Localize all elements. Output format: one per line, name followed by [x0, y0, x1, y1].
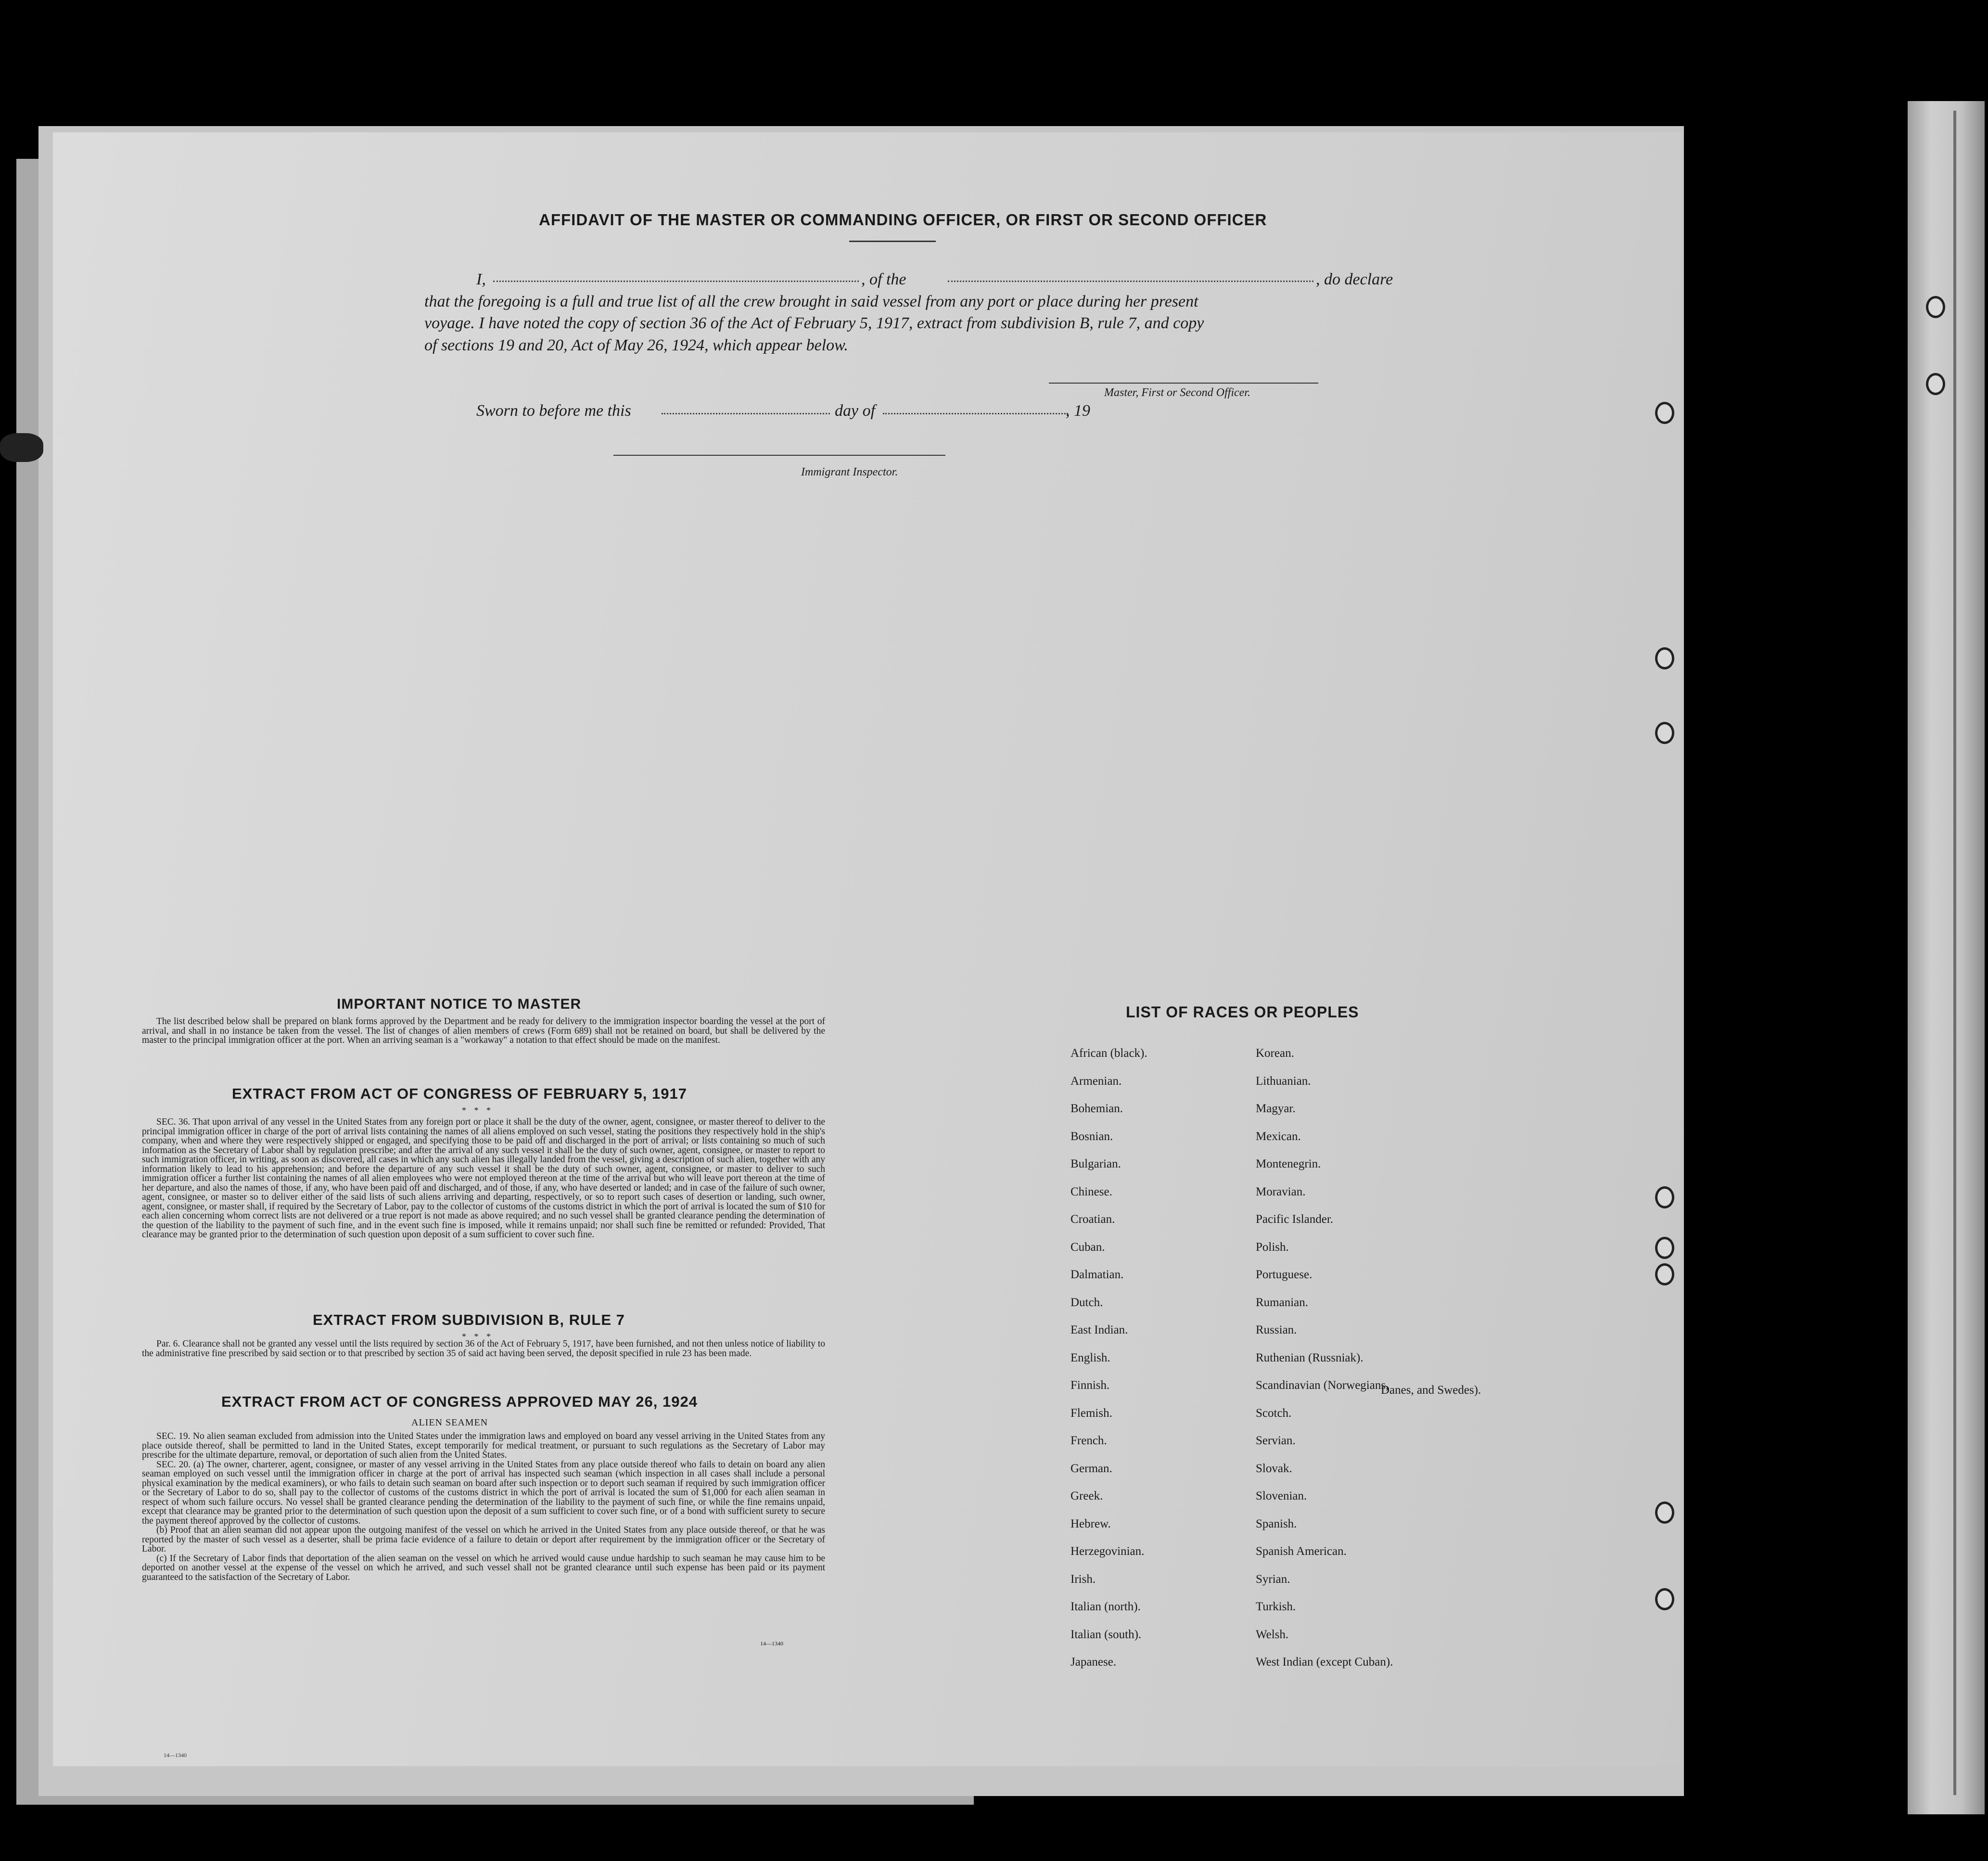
extract-1917-text [142, 1117, 825, 1240]
race-item: Irish. [1070, 1572, 1096, 1586]
race-item: French. [1070, 1434, 1107, 1447]
race-item: Italian (south). [1070, 1628, 1142, 1641]
divider-stars-2: * * * [462, 1332, 494, 1341]
name-blank[interactable] [493, 281, 859, 282]
race-item: Flemish. [1070, 1406, 1112, 1420]
inspector-signature-line[interactable] [613, 455, 945, 456]
race-item: Slovenian. [1256, 1489, 1307, 1502]
sec20b-paragraph: (b) Proof that an alien seaman did not appear upon the outgoing manifest of the vessel on which he arrived in the United States from any place outside thereof, or that he was reported by the master of such vessel as a deserter, shall be prima facie evidence of a failure to detain or deport after requirement by the immigration officer or the Secretary of Labor. [142, 1525, 825, 1554]
race-item: Russian. [1256, 1323, 1297, 1336]
race-item: Japanese. [1070, 1656, 1117, 1668]
race-item: Cuban. [1070, 1240, 1105, 1254]
race-item: Montenegrin. [1256, 1157, 1321, 1170]
race-item: Slovak. [1256, 1462, 1292, 1475]
race-item: Italian (north). [1070, 1600, 1141, 1613]
race-item: African (black). [1070, 1047, 1147, 1060]
affidavit-i: I, [476, 270, 486, 288]
extract-1917-title: EXTRACT FROM ACT OF CONGRESS OF FEBRUARY 5, 1917 [232, 1085, 687, 1102]
race-item: Mexican. [1256, 1129, 1301, 1143]
races-title: LIST OF RACES OR PEOPLES [1126, 1003, 1359, 1021]
race-item: Syrian. [1256, 1572, 1290, 1586]
punch-hole [1655, 1237, 1674, 1259]
sworn-month-blank[interactable] [883, 413, 1068, 414]
race-item: Polish. [1256, 1240, 1289, 1254]
alien-seamen-subtitle: ALIEN SEAMEN [411, 1417, 488, 1428]
affidavit-line-3: voyage. I have noted the copy of section 36 of the Act of February 5, 1917, extract from subdivision B, rule 7, and copy [424, 314, 1204, 332]
race-item: Greek. [1070, 1489, 1103, 1502]
year-label: , 19 [1066, 402, 1090, 420]
race-item: Lithuanian. [1256, 1074, 1311, 1088]
race-item: East Indian. [1070, 1323, 1128, 1336]
sec19-paragraph: SEC. 19. No alien seaman excluded from admission into the United States under the immigration laws and employed on board any vessel arriving in the United States from any place outside thereof, shall be permitted to land in the United States, except temporarily for medical treatment, or pursuant to such regulations as the Secretary of Labor may prescribe for the ultimate departure, removal, or deportation of such alien from the United States. [142, 1431, 825, 1460]
adjacent-page-strip [1908, 101, 1985, 1814]
race-item: Herzegovinian. [1070, 1545, 1145, 1558]
edge-mark [0, 433, 43, 462]
affidavit-line-4: of sections 19 and 20, Act of May 26, 1924, which appear below. [424, 336, 848, 354]
par6-paragraph: Par. 6. Clearance shall not be granted any vessel until the lists required by section 36 of the Act of February 5, 1917, have been furnished, and not then unless notice of liability to the administrative fine prescribed by said section or to that prescribed by section 35 of said act having been served, the deposit specified in rule 23 has been made. [142, 1339, 825, 1359]
race-item: Finnish. [1070, 1379, 1110, 1392]
sworn-label: Sworn to before me this [476, 402, 631, 420]
race-item: Welsh. [1256, 1628, 1289, 1641]
inspector-caption: Immigrant Inspector. [801, 466, 898, 478]
race-item: Spanish. [1256, 1517, 1297, 1530]
sec20a-paragraph: SEC. 20. (a) The owner, charterer, agent, consignee, or master of any vessel arriving in the United States from any place outside thereof who fails to detain on board any alien seaman employed on such vessel until the immigration officer in charge at the port of arrival has inspected such seaman (which inspection in all cases shall include a personal physical examination by the medical examiners), or who fails to detain such seaman on board after such inspection or to deport such seaman if required by such immigration officer or the Secretary of Labor to do so, shall pay to the collector of customs of the customs district in which the port of arrival is located the sum of $1,000 for each alien seaman in respect of whom such failure occurs. No vessel shall be granted clearance pending the determination of the liability to the payment of such fine, or while the fine remains unpaid, except that clearance may be granted prior to the determination of such question upon the deposit of a sum sufficient to cover such fine, or of a bond with sufficient surety to secure the payment thereof approved by the collector of customs. [142, 1459, 825, 1526]
race-item: Bosnian. [1070, 1129, 1113, 1143]
strip-fold-line [1953, 111, 1956, 1795]
race-item: West Indian (except Cuban). [1256, 1656, 1393, 1668]
race-item: Portuguese. [1256, 1268, 1313, 1281]
affidavit-of-the: , of the [861, 270, 906, 288]
subdivision-title: EXTRACT FROM SUBDIVISION B, RULE 7 [313, 1311, 625, 1328]
sec36-paragraph: SEC. 36. That upon arrival of any vessel in the United States from any foreign port or place it shall be the duty of the owner, agent, consignee, or master thereof to deliver to the principal immigration officer in charge of the port of arrival lists containing the names of all aliens employed on such vessel, stating the positions they respectively hold in the ship's company, when and where they were respectively shipped or engaged, and specifying those to be paid off and discharged in the port of arrival; or lists containing so much of such information as the Secretary of Labor shall by regulation prescribe; and after the arrival of any such vessel it shall be the duty of such owner, agent, consignee, or master to report to such immigration officer, in writing, as soon as discovered, all cases in which any such alien has illegally landed from the vessel, giving a description of such alien, together with any information likely to lead to his apprehension; and before the departure of any such vessel it shall be the duty of such owner, agent, consignee, or master to deliver to such immigration officer a further list containing the names of all alien employees who were not employed thereon at the time of the arrival but who will leave port thereon at the time of her departure, and also the names of those, if any, who have been paid off and discharged, and of those, if any, who have deserted or landed; and in case of the failure of such owner, agent, consignee, or master so to deliver either of the said lists of such aliens arriving and departing, respectively, or so to report such cases of desertion or landing, such owner, agent, consignee, or master shall, if required by the Secretary of Labor, pay to the collector of customs of the customs district in which the port of arrival is located the sum of $10 for each alien concerning whom correct lists are not delivered or a true report is not made as above required; and no such vessel shall be granted clearance pending the determination of the question of the liability to the payment of such fine, and in the event such fine is imposed, while it remains unpaid; nor shall such fine be remitted or refunded: Provided, That clearance may be granted prior to the determination of such question upon deposit of a sum sufficient to cover such fine. [142, 1117, 825, 1240]
race-item: Scotch. [1256, 1406, 1292, 1420]
race-item: Bulgarian. [1070, 1157, 1121, 1170]
punch-hole [1655, 1502, 1674, 1524]
race-item: Turkish. [1256, 1600, 1296, 1613]
race-item: Armenian. [1070, 1074, 1122, 1088]
race-item: Dalmatian. [1070, 1268, 1124, 1281]
race-item: Magyar. [1256, 1102, 1296, 1115]
subdivision-text [142, 1339, 825, 1358]
notice-text [142, 1017, 825, 1045]
race-item: English. [1070, 1351, 1110, 1364]
notice-paragraph: The list described below shall be prepared on blank forms approved by the Department and be ready for delivery to the immigration inspector boarding the vessel at the port of arrival, and shall in no instance be taken from the vessel. The list of changes of alien members of crews (Form 689) shall not be retained on board, but shall be delivered by the master to the principal immigration officer at the port. When an arriving seaman is a "workaway" a notation to that effect should be made on the manifest. [142, 1016, 825, 1045]
race-item: Chinese. [1070, 1185, 1112, 1198]
race-item: Moravian. [1256, 1185, 1306, 1198]
race-item: Croatian. [1070, 1213, 1115, 1226]
affidavit-line-2: that the foregoing is a full and true list of all the crew brought in said vessel from any port or place during her present [424, 293, 1198, 310]
punch-hole [1655, 722, 1674, 744]
notice-title: IMPORTANT NOTICE TO MASTER [337, 996, 582, 1012]
form-number: 14—1340 [760, 1640, 783, 1647]
extract-1924-title: EXTRACT FROM ACT OF CONGRESS APPROVED MAY 26, 1924 [221, 1393, 698, 1410]
race-item: Rumanian. [1256, 1296, 1309, 1309]
sec20c-paragraph: (c) If the Secretary of Labor finds that deportation of the alien seaman on the vessel on which he arrived would cause undue hardship to such seaman he may cause him to be deported on another vessel at the expense of the vessel on which he arrived, and such vessel shall not be granted clearance until such expense has been paid or its payment guaranteed to the satisfaction of the Secretary of Labor. [142, 1553, 825, 1582]
punch-hole [1655, 1186, 1674, 1208]
divider-stars-1: * * * [462, 1105, 494, 1115]
master-caption: Master, First or Second Officer. [1104, 386, 1250, 399]
race-item: Scandinavian (Norwegians, [1256, 1379, 1389, 1392]
punch-hole [1655, 402, 1674, 424]
race-item: Dutch. [1070, 1296, 1103, 1309]
punch-hole [1655, 647, 1674, 669]
vessel-blank[interactable] [948, 281, 1313, 282]
punch-hole [1926, 373, 1945, 395]
sworn-day-blank[interactable] [662, 413, 830, 414]
punch-hole [1926, 296, 1945, 318]
extract-1924-text [142, 1432, 825, 1582]
race-item: Spanish American. [1256, 1545, 1347, 1558]
race-item: Pacific Islander. [1256, 1213, 1334, 1226]
race-continuation: Danes, and Swedes). [1381, 1384, 1481, 1397]
day-of-label: day of [835, 402, 876, 420]
race-item: Ruthenian (Russniak). [1256, 1351, 1364, 1364]
manifest-page [53, 132, 1682, 1766]
affidavit-declare: , do declare [1316, 270, 1393, 288]
punch-hole [1655, 1263, 1674, 1285]
race-item: German. [1070, 1462, 1112, 1475]
master-signature-line[interactable] [1049, 383, 1318, 384]
title-underline [849, 241, 936, 242]
affidavit-title: AFFIDAVIT OF THE MASTER OR COMMANDING OFFICER, OR FIRST OR SECOND OFFICER [539, 211, 1267, 229]
race-item: Servian. [1256, 1434, 1296, 1447]
race-item: Korean. [1256, 1047, 1294, 1060]
race-item: Hebrew. [1070, 1517, 1111, 1530]
edge-form-number: 14—1340 [164, 1752, 187, 1758]
punch-hole [1655, 1588, 1674, 1610]
race-item: Bohemian. [1070, 1102, 1123, 1115]
